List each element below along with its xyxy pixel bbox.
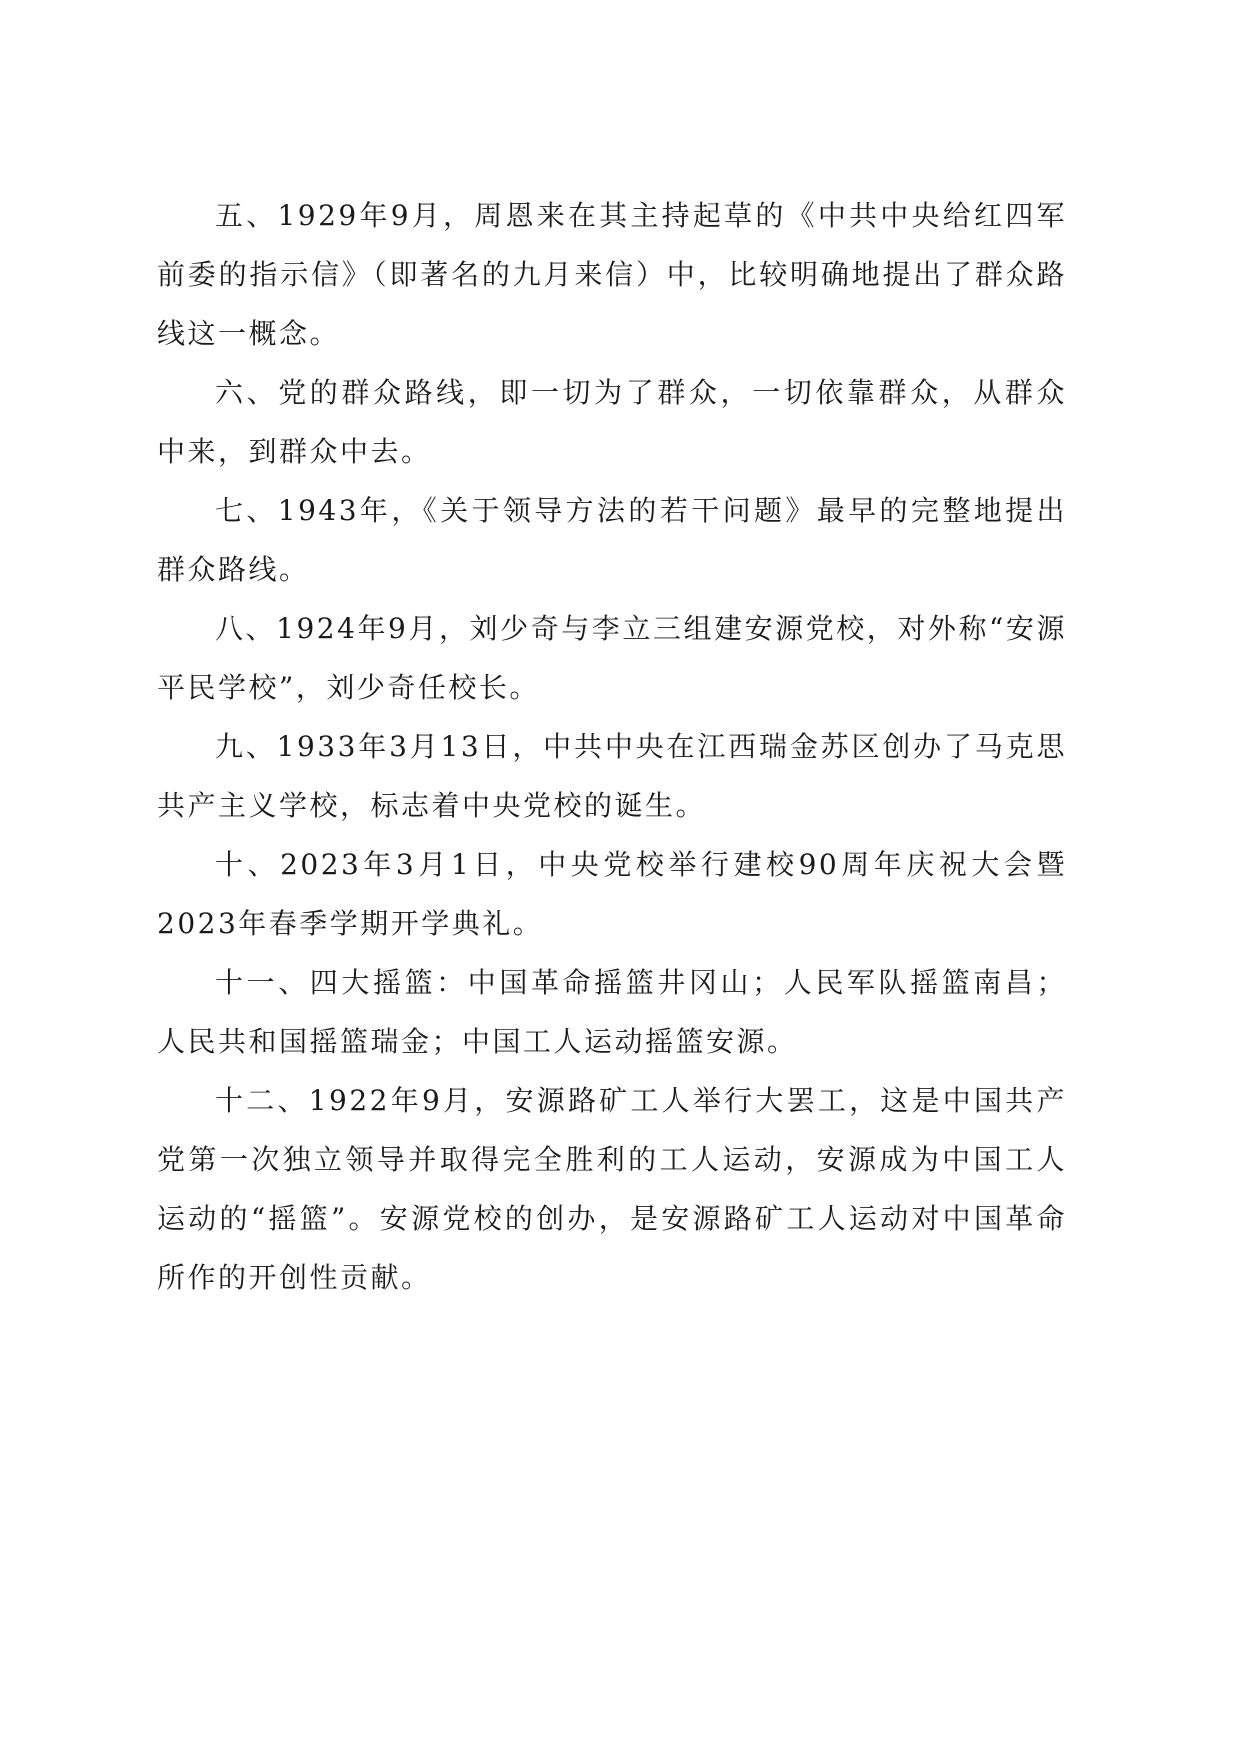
document-body <box>157 186 1067 1307</box>
paragraph-10: 十、2023年3月1日，中央党校举行建校90周年庆祝大会暨2023年春季学期开学典礼。 <box>157 848 1067 940</box>
paragraph-6: 六、党的群众路线，即一切为了群众，一切依靠群众，从群众中来，到群众中去。 <box>157 376 1067 468</box>
paragraph-5: 五、1929年9月，周恩来在其主持起草的《中共中央给红四军前委的指示信》（即著名的九月来信）中，比较明确地提出了群众路线这一概念。 <box>157 199 1067 350</box>
paragraph-12: 十二、1922年9月，安源路矿工人举行大罢工，这是中国共产党第一次独立领导并取得完全胜利的工人运动，安源成为中国工人运动的“摇篮”。安源党校的创办，是安源路矿工人运动对中国革命所作的开创性贡献。 <box>157 1084 1067 1294</box>
paragraph-8: 八、1924年9月，刘少奇与李立三组建安源党校，对外称“安源平民学校”，刘少奇任校长。 <box>157 612 1067 704</box>
paragraph-11: 十一、四大摇篮：中国革命摇篮井冈山；人民军队摇篮南昌；人民共和国摇篮瑞金；中国工人运动摇篮安源。 <box>157 966 1067 1058</box>
paragraph-7: 七、1943年，《关于领导方法的若干问题》最早的完整地提出群众路线。 <box>157 494 1067 586</box>
paragraph-9: 九、1933年3月13日，中共中央在江西瑞金苏区创办了马克思共产主义学校，标志着中央党校的诞生。 <box>157 730 1067 822</box>
